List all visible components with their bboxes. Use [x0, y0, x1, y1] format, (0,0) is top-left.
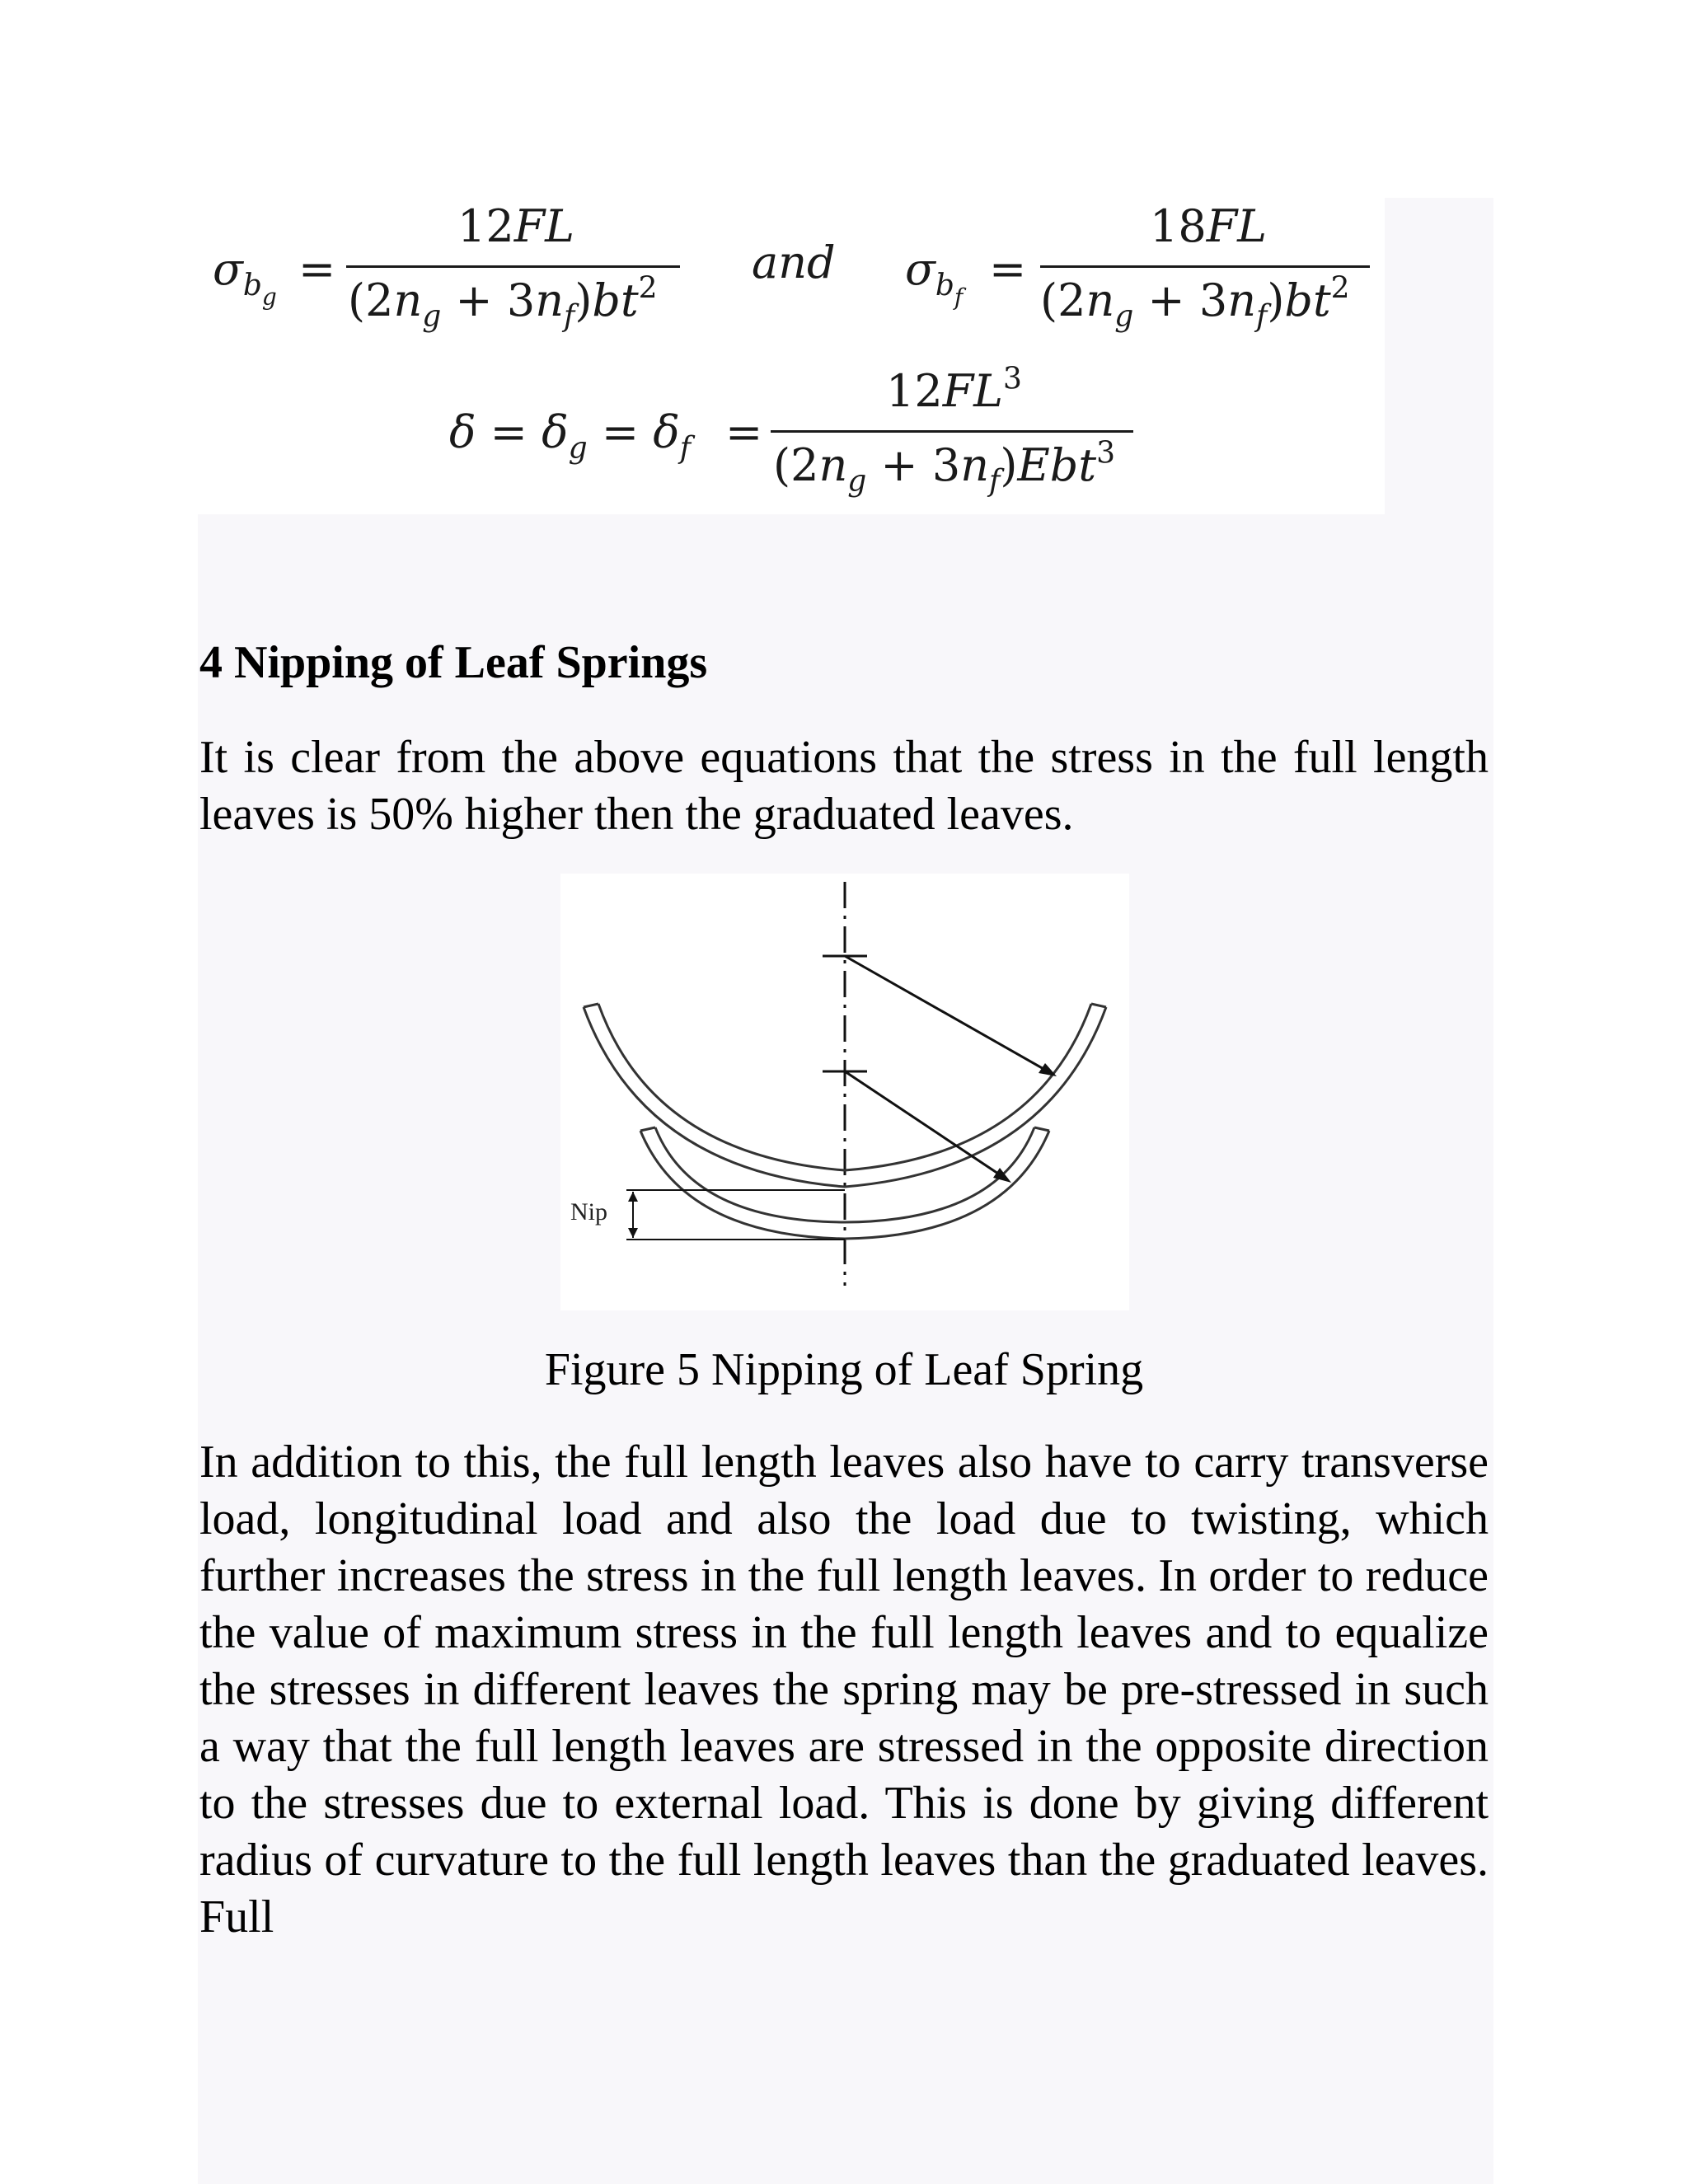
nipping-diagram — [560, 874, 1129, 1310]
section-heading: 4 Nipping of Leaf Springs — [199, 637, 708, 688]
graduated-leaf-end-left — [640, 1127, 655, 1131]
paragraph-prestressing: In addition to this, the full length leaves also have to carry transverse load, longitudinal load and also the load due to twisting, which further increases the stress in the full length leaves. In order to reduce the value of maximum stress in the full length leaves and to equalize the stresses in different leaves the spring may be pre-stressed in such a way that the full length leaves are stressed in the opposite direction to the stresses due to external load. This is done by giving different radius of curvature to the full length leaves than the graduated leaves. Full — [199, 1436, 1489, 1943]
eq1-lhs: $\sigma_{b_g}$ — [213, 243, 277, 312]
eq2-lhs: $\sigma_{b_f}$ — [905, 243, 964, 312]
figure-caption: Figure 5 Nipping of Leaf Spring — [544, 1344, 1144, 1395]
eq3-lhs: $\delta = \delta_g = \delta_f$ — [449, 406, 692, 466]
eq2-numerator: 18FL — [1150, 200, 1268, 252]
eq3-denominator: $(2n_g + 3n_f)Ebt^3$ — [773, 436, 1115, 499]
eq3-numerator: $12FL^3$ — [886, 362, 1022, 417]
full-length-leaf-end-left — [584, 1004, 598, 1007]
paragraph-stress-comparison: It is clear from the above equations that the stress in the full length leaves is 50% higher then the graduated leaves. — [199, 732, 1489, 840]
eq1-fraction-bar — [346, 265, 680, 268]
nip-arrowhead-bottom — [628, 1228, 638, 1238]
eq-connector-and: and — [752, 237, 836, 288]
radius-arrow-upper — [845, 956, 1051, 1073]
full-length-leaf-end-right — [1091, 1004, 1106, 1007]
eq1-equals: = — [298, 243, 336, 295]
eq1-numerator: 12FL — [457, 200, 575, 252]
nip-label: Nip — [570, 1198, 607, 1226]
nip-arrowhead-top — [628, 1192, 638, 1202]
eq1-denominator: $(2n_g + 3n_f)bt^2$ — [348, 271, 658, 334]
eq2-fraction-bar — [1040, 265, 1370, 268]
eq3-equals: = — [725, 406, 763, 458]
radius-arrowhead-upper — [1039, 1063, 1057, 1076]
eq2-denominator: $(2n_g + 3n_f)bt^2$ — [1040, 271, 1350, 334]
radius-arrow-lower — [845, 1071, 1006, 1179]
eq2-equals: = — [989, 243, 1027, 295]
eq3-fraction-bar — [771, 430, 1133, 433]
graduated-leaf-end-right — [1034, 1127, 1049, 1131]
nipping-figure — [560, 874, 1129, 1310]
